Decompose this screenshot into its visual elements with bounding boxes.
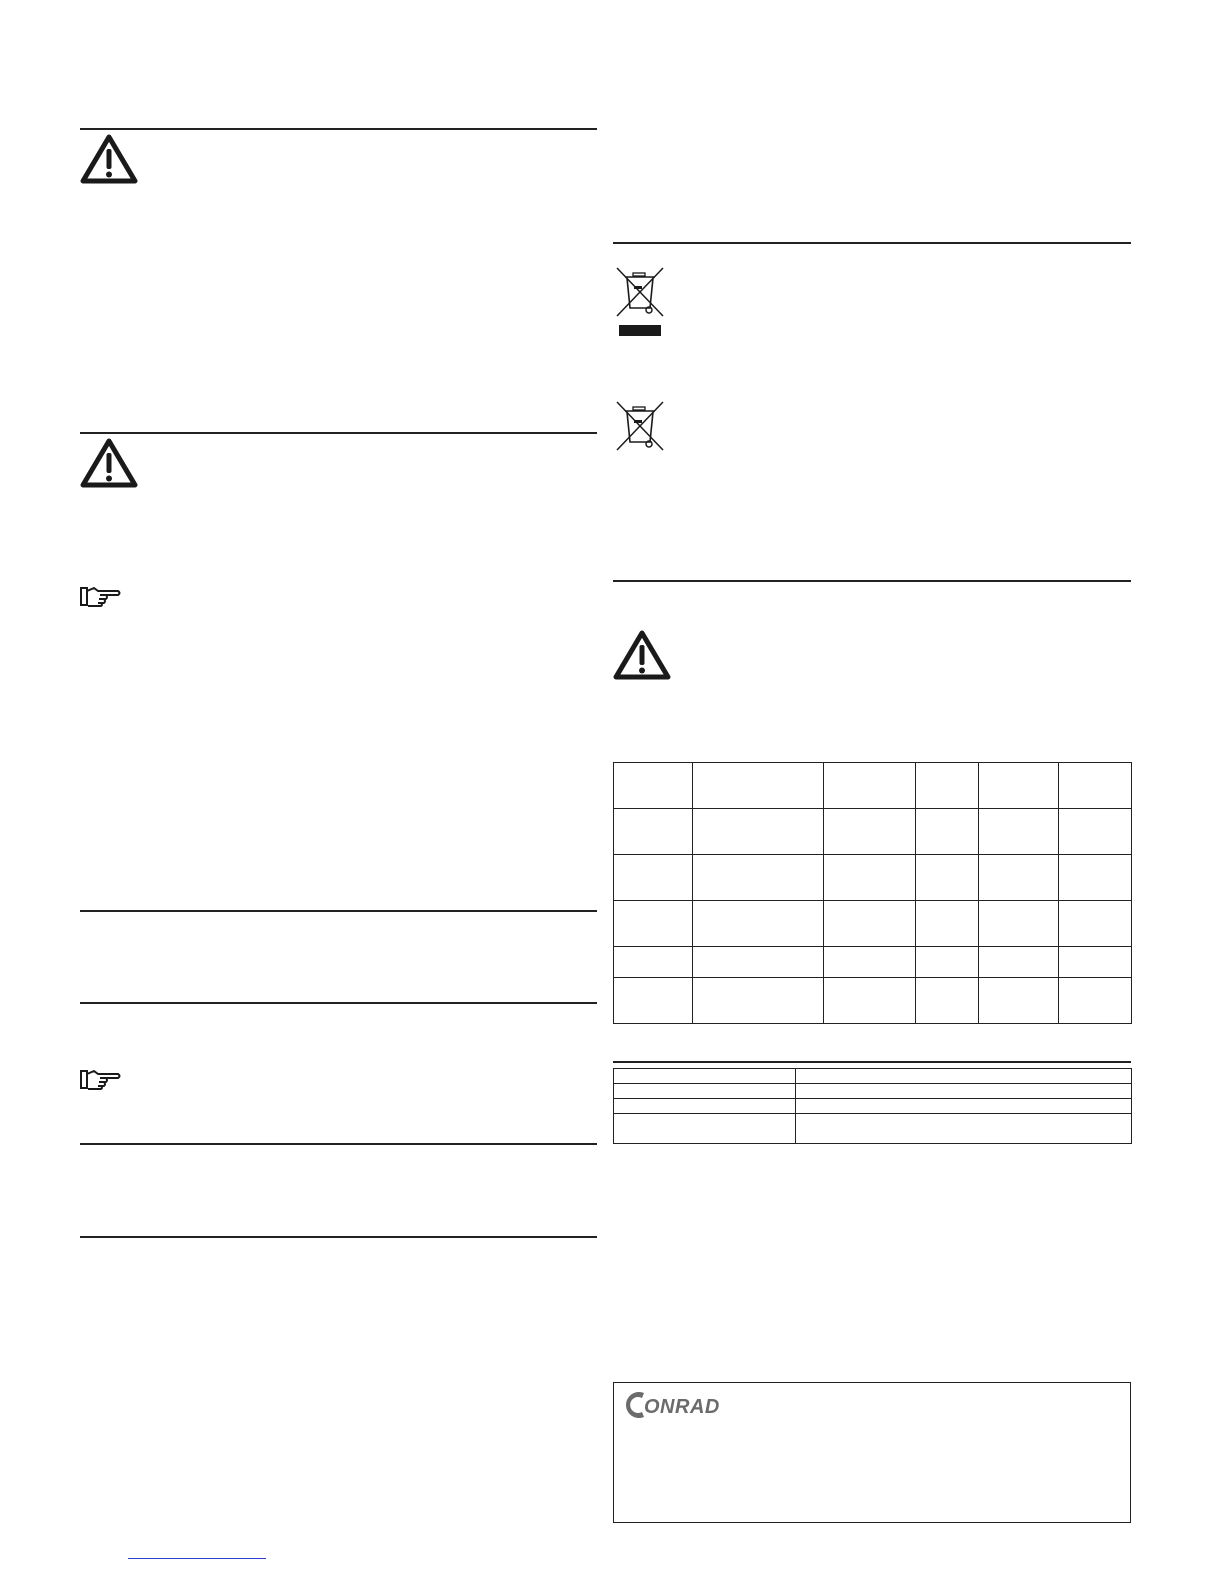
table-row <box>614 809 1132 855</box>
table-row <box>614 1114 1132 1144</box>
table-cell <box>824 947 916 978</box>
table-cell <box>1059 901 1132 947</box>
crossed-out-wheelie-bin-icon <box>613 400 667 454</box>
table-cell <box>693 947 824 978</box>
table-cell <box>796 1099 1132 1114</box>
pointing-hand-icon <box>80 585 122 607</box>
link-underline[interactable] <box>128 1558 266 1559</box>
conrad-logo <box>622 1389 736 1426</box>
table-cell <box>614 855 693 901</box>
table-cell <box>614 1099 796 1114</box>
table-cell <box>614 809 693 855</box>
spec-table <box>613 762 1132 1024</box>
table-cell <box>979 978 1059 1024</box>
table-cell <box>1059 809 1132 855</box>
table-cell <box>693 763 824 809</box>
section-rule <box>80 1002 597 1004</box>
table-cell <box>916 763 979 809</box>
table-cell <box>916 978 979 1024</box>
table-row <box>614 901 1132 947</box>
section-rule <box>613 580 1131 582</box>
section-rule <box>80 1236 597 1238</box>
table-cell <box>824 763 916 809</box>
table-cell <box>916 855 979 901</box>
crossed-out-wheelie-bin-with-bar-icon <box>613 266 667 338</box>
table-cell <box>614 763 693 809</box>
warning-triangle-icon <box>80 438 138 488</box>
table-cell <box>1059 855 1132 901</box>
table-cell <box>614 947 693 978</box>
warning-triangle-icon <box>80 134 138 184</box>
table-cell <box>916 947 979 978</box>
section-rule <box>613 242 1131 244</box>
table-cell <box>824 855 916 901</box>
table-cell <box>979 947 1059 978</box>
table-row <box>614 763 1132 809</box>
table-cell <box>693 809 824 855</box>
section-rule <box>80 910 597 912</box>
data-table <box>613 1068 1132 1144</box>
table-cell <box>614 1114 796 1144</box>
table-cell <box>614 978 693 1024</box>
table-cell <box>916 901 979 947</box>
table-row <box>614 978 1132 1024</box>
table-cell <box>614 1069 796 1084</box>
table-cell <box>979 809 1059 855</box>
table-cell <box>979 763 1059 809</box>
table-cell <box>979 855 1059 901</box>
table-cell <box>693 855 824 901</box>
table-cell <box>614 1084 796 1099</box>
imprint-box <box>613 1382 1131 1523</box>
section-rule <box>80 1143 597 1145</box>
pointing-hand-icon <box>80 1068 122 1090</box>
section-rule <box>613 1061 1131 1063</box>
table-cell <box>1059 763 1132 809</box>
table-cell <box>1059 947 1132 978</box>
table-row <box>614 1084 1132 1099</box>
warning-triangle-icon <box>613 630 671 680</box>
table-cell <box>824 901 916 947</box>
table-cell <box>796 1114 1132 1144</box>
section-rule <box>80 128 597 130</box>
table-cell <box>693 978 824 1024</box>
table-row <box>614 1099 1132 1114</box>
table-cell <box>1059 978 1132 1024</box>
svg-text:ONRAD: ONRAD <box>644 1396 720 1418</box>
table-cell <box>824 809 916 855</box>
table-cell <box>916 809 979 855</box>
table-row <box>614 855 1132 901</box>
table-row <box>614 1069 1132 1084</box>
table-cell <box>796 1069 1132 1084</box>
table-cell <box>979 901 1059 947</box>
table-row <box>614 947 1132 978</box>
table-cell <box>824 978 916 1024</box>
section-rule <box>80 432 597 434</box>
table-cell <box>693 901 824 947</box>
table-cell <box>796 1084 1132 1099</box>
table-cell <box>614 901 693 947</box>
